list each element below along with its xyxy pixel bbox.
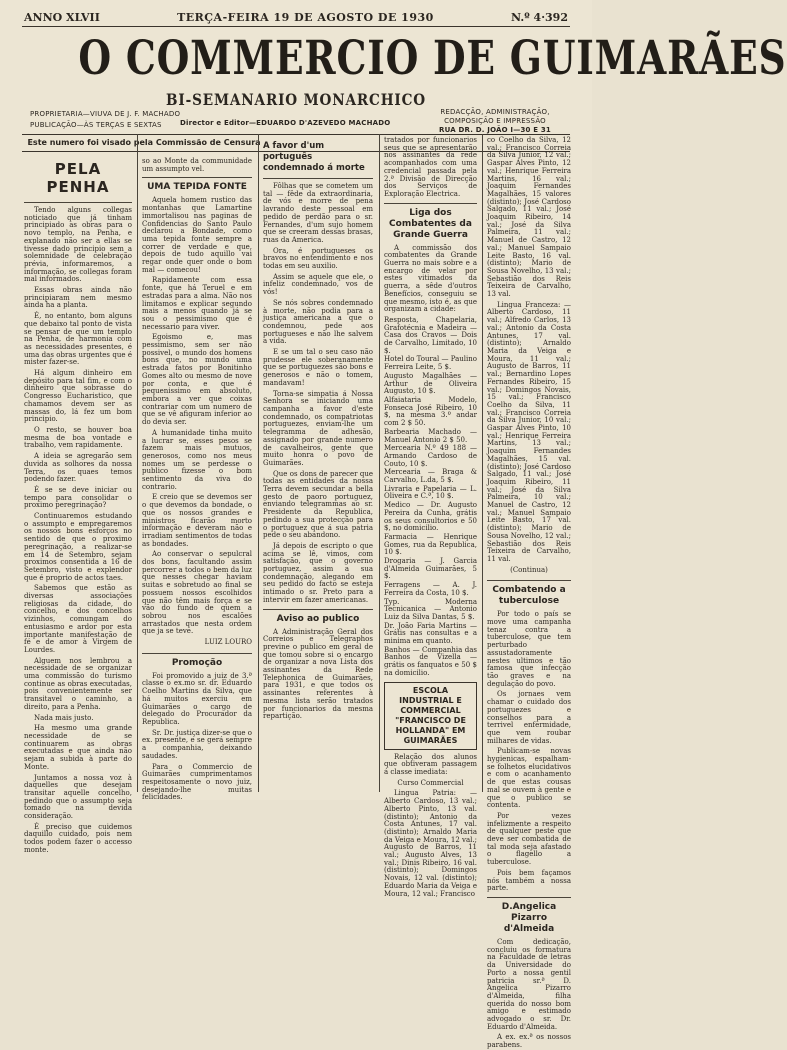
column-2 <box>142 157 252 802</box>
paragraph: Nada mais justo. <box>34 713 94 722</box>
paragraph: A ex. ex.ª os nossos parabens. <box>487 1033 571 1050</box>
donors-list <box>384 245 477 678</box>
paragraph: É preciso que cuidemos daquillo cuidado, pois nem todos podem fazer o accesso monte. <box>24 822 132 854</box>
condemnado-heading: A favor d'um português condemnado á morte <box>263 141 365 173</box>
promocao-heading: Promoção <box>171 657 223 668</box>
paragraph: Já depois de escripto o que acima se lê, vimos, com satisfação, que o governo portuguez, assim a sua condemnação, alegando em seu pedido do facto se esteja intimado o sr. Preto para a intervir em fazer americanas. <box>263 541 373 604</box>
paragraph: Essas obras ainda não principiaram nem mesmo ainda ha a planta. <box>24 286 132 310</box>
paragraph: Há algum dinheiro em depósito para tal fim, e com o dinheiro que sobrasse do Congresso Eucharistico, que chamamos devem ser as massas do, lá fez um bom principio. <box>24 369 132 424</box>
paragraph: A humanidade tinha muito a lucrar se, esses pesos se fazem mais mutuos, generosos, como nos meus nomes um se perdesse o publico fizesse o bom sentimento da viva do contrario. <box>142 428 252 491</box>
list-item: Typ. Moderna Tecnicanica — Antonio Luiz da Silva Dantas, 5 $. <box>384 597 477 621</box>
column-2-separator <box>142 653 252 654</box>
paragraph: Por vezes infelizmente a respeito de qualquer peste que deve ser combatida de tal moda seja afastado o flagello a tuberculose. <box>487 811 571 867</box>
censorship-banner: Este numero foi visado pela Commissão de Censura <box>27 138 261 147</box>
column-3-separator <box>263 609 373 610</box>
column-2-separator <box>142 177 252 178</box>
paragraph: Torna-se simpatia á Nossa Senhora se iniciando uma campanha a favor d'este condemnado, os compatriotas portuguezes, enviam-lhe um telegramma de adhesão, assignado por grande numero de cavalheiros, gente que muito honra o povo de Guimarães. <box>263 389 373 467</box>
paragraph: Relação dos alunos que obtiveram passagem á classe imediata: <box>384 752 477 776</box>
list-item: Augusto Magalhães — Arthur de Oliveira Augusto, 10 $. <box>384 371 477 396</box>
paragraph: co Coelho da Silva, 12 val.; Francisco Correia da Silva Junior, 12 val.; Gaspar Alves Pinto, 12 val.; Henrique Ferreira Martins, 16 val.; Joaquim Fernandes Magalhães, 15 valores (distinto); José Cardoso Salgado, 11 val.; José Joaquim Ribeiro, 14 val.; José da Silva Palmeira, 11 val.; Manuel de Castro, 12 val.; Manuel Sampaio Leite Basto, 16 val. (distinto); Mario de Sousa Novelho, 13 val.; Sebastião dos Reis Teixeira de Carvalho, 13 val. <box>487 136 571 299</box>
paragraph: E se um tal o seu caso não prudesse ele soberanamente que se portuguezes são bons e generosos e não o tomem, mandavam! <box>263 348 373 387</box>
paragraph: Lingua Patria: — Alberto Cardoso, 13 val.; Alberto Pinto, 13 val. (distinto); Antonio da Costa Antunes, 17 val. (distinto); Arnaldo Maria da Veiga e Moura, 12 val.; Augusto de Barros, 11 val.; Augusto Alves, 13 val.; Dinis Ribeiro, 16 val. (distinto); Domingos Novais, 12 val. (distinto); Eduardo Maria da Veiga e Moura, 12 val.; Francisco <box>384 789 477 898</box>
paragraph: so ao Monte da communidade um assumpto vel. <box>142 157 252 173</box>
curso-commercial-label: Curso Commercial <box>397 778 464 787</box>
paragraph: tratados por funcionarios seus que se apresentarão nos assinantes da rede acompanhados com uma credencial passada pela 2.ª Divisão de Direcção dos Serviços de Exploração Electrica. <box>384 136 477 198</box>
paragraph: Tendo alguns collegas noticiado que já tinham principiado as obras para o novo templo, na Penha, e explanado não ser a ellas se tivesse dado principio sem a solemnidade de celebração prévia, informaremos, a informação, se collegas foram mal informados. <box>24 206 132 284</box>
list-item: Alfaiataria Modelo, Fonseca José Ribeiro, 10 $, na mesma 3.º andar com 2 $ 50. <box>384 395 477 428</box>
paragraph: Sr. Dr. justiça dizer-se que o ex. presente, e se gerá sempre a companhia, deixando saudades. <box>142 728 252 760</box>
pela-penha-heading: PELA PENHA <box>46 160 110 196</box>
masthead-title: O COMMERCIO DE GUIMARÃES <box>78 31 787 86</box>
admin-line: REDACÇÃO, ADMINISTRAÇÃO, COMPOSIÇÃO E IMPRESSÃO <box>440 108 550 125</box>
column-divider-1 <box>137 134 138 792</box>
paragraph: Ha mesmo uma grande necessidade de se continuarem as obras executadas e que ainda não sejam a subida à parte do Monte. <box>24 724 132 771</box>
column-divider-3 <box>379 134 380 792</box>
list-item: Hotel do Toural — Paulino Ferreira Leite, 5 $. <box>384 355 477 372</box>
column-4-separator <box>384 203 477 204</box>
paragraph: Assim se aquele que ele, o infeliz condemnado, vos de vós! <box>263 272 373 297</box>
paragraph: Publicam-se novas hygienicas, espalham-se folhetos elucidativos e com o acanhamento de que estas cousas mal se ouvem à gente e que o publico se contenta. <box>487 747 571 810</box>
year-label: ANNO XLVII <box>24 10 100 24</box>
column-divider-2 <box>258 134 259 792</box>
list-item: Resposta, Chapelaria, Grafotécnia e Madeira — Casa dos Cravos — Dois de Carvalho, Limitado, 10 $. <box>384 315 477 355</box>
list-item: Farmacia — Henrique Gomes, rua da Republica, 10 $. <box>384 532 477 557</box>
list-item: Banhos — Companhia das Banhos de Vizella — grátis os fanquatos e 50 $ na domicilio. <box>384 645 477 677</box>
paragraph: Que os dons de parecer que todas as entidades da nossa Terra devem secundar a bella gesto de paoro portuguez, enviando telegrammas ao sr. Presidente da Republica, pedindo a sua protecção para o portuguez que á sua patria pede o seu abandono. <box>263 469 373 540</box>
director-line: Director e Editor—EDUARDO D'AZEVEDO MACHADO <box>180 119 391 127</box>
paragraph: A ideia se agregarão sem duvida as solhores da nossa Terra, os quaes temos podendo fazer. <box>24 452 132 484</box>
paragraph: Juntamos a nossa voz à daquelles que desejam transitar aquelle concelho, pedindo que o assumpto seja tomado na devida consideração. <box>24 773 132 821</box>
continua-label: (Continua) <box>510 565 548 574</box>
paragraph: Lingua Franceza: — Alberto Cardoso, 11 val.; Alfredo Carlos, 13 val.; Antonio da Costa Antunes, 17 val. (distinto); Arnaldo Maria da Veiga e Moura, 11 val.; Augusto de Barros, 11 val.; Bernardino Lopes Fernandes Ribeiro, 15 val.; Domingos Novais, 15 val.; Francisco Coelho da Silva, 11 val.; Francisco Correia da Silva Junior, 10 val.; Gaspar Alves Pinto, 10 val.; Henrique Ferreira Martins, 13 val.; Joaquim Fernandes Magalhães, 15 val. (distinto); José Cardoso Salgado, 11 val.; José Joaquim Ribeiro, 11 val.; José da Silva Palmeira, 10 val.; Manuel de Castro, 12 val.; Manuel Sampaio Leite Basto, 17 val. (distinto); Mario de Sousa Novelho, 12 val.; Sebastião dos Reis Teixeira de Carvalho, 11 val. <box>487 300 571 563</box>
address-line: RUA DR. D. JOÃO I—30 E 31 <box>439 126 551 134</box>
date-label: TERÇA-FEIRA 19 DE AGOSTO DE 1930 <box>177 10 434 24</box>
column-1 <box>24 158 132 854</box>
list-item: Dr. João Faria Martins — Grátis nas consultas e a minima em quanto. <box>384 621 477 646</box>
aviso-publico-heading: Aviso ao publico <box>276 613 360 624</box>
publication-line: PUBLICAÇÃO—ÀS TERÇAS E SEXTAS <box>30 121 162 129</box>
column-4 <box>384 136 477 898</box>
paragraph: Ora, é portugueses os bravos no entendimento e nos todas em seu auxilio. <box>263 246 373 271</box>
paragraph: A Administração Geral dos Correios e Telegraphos previne o publico em geral de que tomou sobre si o encargo de organizar a nova Lista dos assinantes da Rede Telephonica de Guimarães, para 1931, e que todos os assinantes referentes à mesma lista serão tratados por funcionarios da mesma repartição. <box>263 627 373 721</box>
list-item: Ferragens — A. J. Ferreira da Costa, 10 $. <box>384 581 477 597</box>
paragraph: Os jornaes vem chamar o cuidado dos portuguezes e conselhos para a terrivel enfermidade, que vem roubar milhares de vidas. <box>487 690 571 745</box>
list-item: A commissão dos combatentes da Grande Guerra no mais sobre e a encargo de velar por estes vitimados da guerra, a sêde d'outros Benefícios, conseguiu se que mesmo, isto é, as que organizam a cidade: <box>384 243 477 314</box>
angelica-heading: D.Angelica Pizarro d'Almeida <box>501 901 557 934</box>
tepida-fonte-heading: UMA TEPIDA FONTE <box>147 182 247 193</box>
paragraph: E creio que se devemos ser o que devemos da bondade, o que os nossos grandes e ministros ficarão morto informação e deveram não e irradiam sentimentos de todas as bondades. <box>142 493 252 548</box>
column-5-separator <box>487 897 571 898</box>
paragraph: Foi promovido a juiz de 3.ª classe o ex.mo sr. dr. Eduardo Coelho Martins da Silva, que há muitos exerciu em Guimarães o cargo de delegado do Procurador da Republica. <box>142 671 252 726</box>
paragraph: Egoismo e, mas pessimismo, sem ser não possivel, o mundo dos homens bons que, no mundo uma estrada fatos por Bonitinho Gomes alto ou mesmo de nove por conta, e que é pequenissimo em absoluto, embora a ver que coixas contrariar com um numero de que se vê afiguram inferior ao do devia ser. <box>142 333 252 427</box>
column-3 <box>263 137 373 794</box>
paragraph: O resto, se houver boa mesma de boa vontade e trabalho, vem rapidamente. <box>24 425 132 450</box>
paragraph: Fôlhas que se cometem um tal — fêde da extraordinaria, de vós e morre de pena lavrando deste pessoal em pedido de perdão para o sr. Fernandes, d'um sujo homem que se creeram dessas brasas, ruas da America. <box>263 182 373 244</box>
paragraph: É, no entanto, bom alguns que debaixo tal ponto de vista se pensar de que um templo na Penha, de harmonia com as necessidades presentes, é uma das obras urgentes que é mister fazer-se. <box>24 312 132 367</box>
tuberculose-heading: Combatendo a tuberculose <box>492 585 566 607</box>
article-signature: LUIZ LOURO <box>204 638 252 647</box>
escola-industrial-heading: ESCOLA INDUSTRIAL E COMMERCIAL "FRANCISCO DE HOLLANDA" EM GUIMARÃES <box>384 682 477 750</box>
list-item: Medico — Dr. Augusto Pereira da Cunha, grátis os seus consultorios e 50 $, no domicilio. <box>384 501 477 533</box>
list-item: Drogaria — J. Garcia d'Almeida Guimarães, 5 $. <box>384 557 477 581</box>
list-item: Barbearia Machado — Manuel Antonio 2 $ 50. <box>384 427 477 444</box>
liga-combatentes-heading: Liga dos Combatentes da Grande Guerra <box>389 207 472 240</box>
column-divider-4 <box>482 134 483 792</box>
list-item: Livraria e Papelaria — L. Oliveira e C.ª, 10 $. <box>384 484 477 501</box>
owner-line: PROPRIETARIA—VIUVA DE J. F. MACHADO <box>30 110 181 118</box>
column-1-separator <box>24 202 132 203</box>
list-item: Mercearia — Braga & Carvalho, L.da, 5 $. <box>384 468 477 485</box>
column-5 <box>487 136 571 1050</box>
list-item: Mercearia N.º 49 188 — Armando Cardoso de Couto, 10 $. <box>384 444 477 468</box>
paragraph: Ao conservar o sepulcral dos bons, facultando assim percorrer a todos o bem da luz que nesses chegar haviam suitas e sobretudo ao final se possuem nossos escolhidos que não têm mais força e se vão do fundo de quem a sobrou nos escalões arrastados que nesta ordem que ja se teve. <box>142 550 252 636</box>
column-3-separator <box>263 178 373 179</box>
paragraph: Aquela homem rustico das montanhas que Lamartine immortalisou nas paginas de Confidencias do Santo Paulo declarou a Bondade, como uma tepida fonte sempre a correr de verdade e que, depois de tudo aquillo vai regar onde quer onde o bom mal — comecou! <box>142 196 252 274</box>
header-topline <box>24 10 568 24</box>
paragraph: Pois bem façamos nós também a nossa parte. <box>487 868 571 893</box>
issue-number: N.º 4·392 <box>511 10 568 24</box>
masthead-subtitle: BI-SEMANARIO MONARCHICO <box>166 90 426 109</box>
paragraph: Por todo o país se move uma campanha tenaz contra a tuberculose, que tem perturbado assustadoramente nestes ultimos e tão famosa que infecção tão graves e na degulação do povo. <box>487 610 571 688</box>
column-5-separator <box>487 580 571 581</box>
paragraph: Se nós sobres condemnado à morte, não podia para a justiça americana a que o condemnou, pede aos portugueses e não lhe salvem a vida. <box>263 298 373 346</box>
paragraph: Rapidamente com essa fonte, que há Teruel e em estradas para a alma. Não nos limitamos e explicar segundo mais a menos quando já se sou o pessimismo que é necessario para viver. <box>142 276 252 331</box>
paragraph: Sabemos que estão as diversas associações religiosas da cidade, do concelho, e dos concelhos vizinhos, comungam do entusiasmo e ardor por esta importante manifestação de fé e de amor à Virgem de Lourdes. <box>24 584 132 654</box>
header-rule-top <box>22 26 570 27</box>
paragraph: Alguem nos lembrou a necessidade de se organizar uma commissão do turismo continue as obras executadas, pois convenientemente ser transitavel o caminho, a direito, para a Penha. <box>24 656 132 711</box>
paragraph: Com dedicação, concluiu os formatura na Faculdade de letras da Universidade do Porto a nossa gentil patricia sr.ª D. Angelica Pizarro d'Almeida, filha querida do nosso bom amigo e estimado advogado o sr. Dr. Eduardo d'Almeida. <box>487 937 571 1031</box>
paragraph: É se se deve iniciar ou tempo para consolidar o proximo peregrinação? <box>24 485 132 510</box>
paragraph: Para o Commercio de Guimarães cumprimentamos respeitosamente o novo juiz, desejando-lhe muitas felicidades. <box>142 762 252 802</box>
paragraph: Continuaremos estudando o assumpto e empregaremos os nossos bons esforços no sentido de que o proximo peregrinação, a realizar-se em 14 de Setembro, sejam proximos consentida a 16 de Setembro, visto e explendor que é proprio de actos taes. <box>24 512 132 582</box>
